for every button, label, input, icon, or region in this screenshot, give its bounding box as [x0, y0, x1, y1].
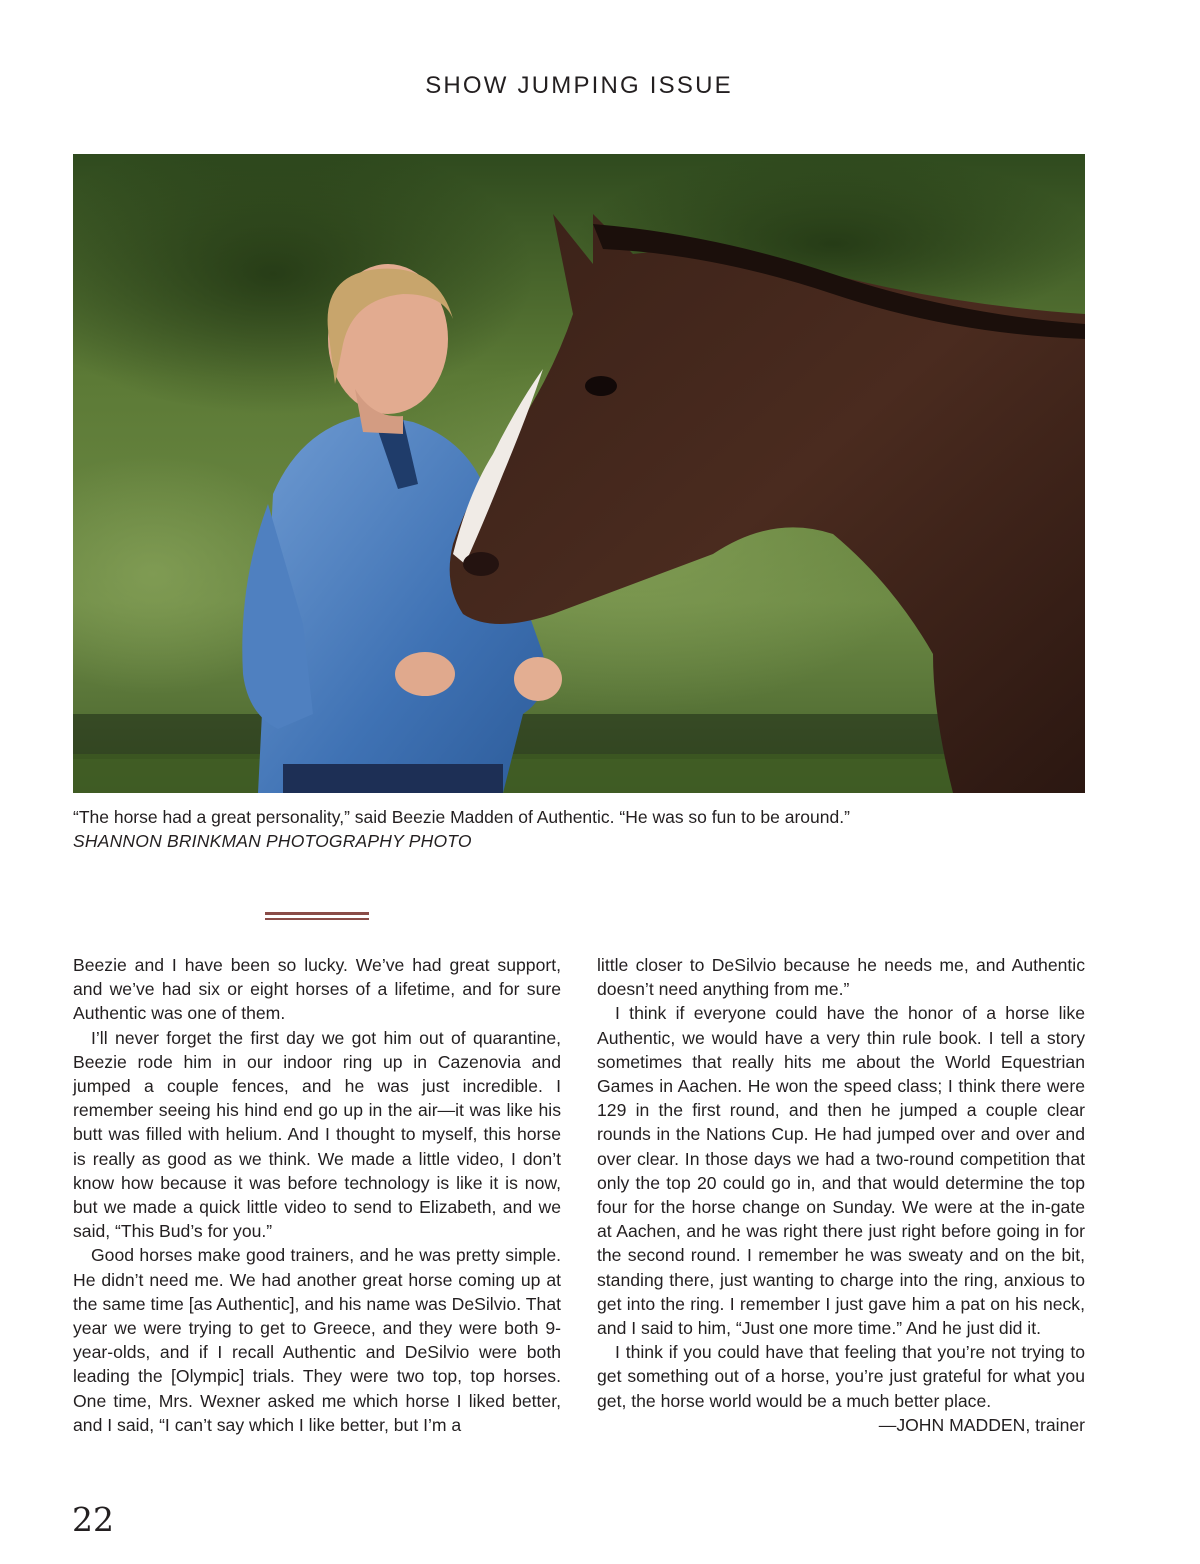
article-column-right — [597, 953, 1085, 1437]
paragraph: I think if you could have that feeling that you’re not trying to get something out of a horse, you’re just grateful for what you get, the horse world would be a much better place. — [597, 1342, 1085, 1411]
article-column-left — [73, 953, 561, 1437]
section-divider — [265, 912, 369, 920]
paragraph: I think if everyone could have the honor of a horse like Authentic, we would have a very thin rule book. I tell a story sometimes that really hits me about the World Equestrian Games in Aachen. He won the speed class; I think there were 129 in the first round, and then he jumped a couple clear rounds in the Nations Cup. He had jumped over and over and over clear. In those days we had a two-round competition that only the top 20 could go in, and that would determine the top four for the horse change on Sunday. We were at the in-gate at Aachen, and he was right there just right before going in for the second round. I remember he was sweaty and on the bit, standing there, just wanting to charge into the ring, anxious to get into the ring. I remember I just gave him a pat on his neck, and I said to him, “Just one more time.” And he just did it. — [597, 1003, 1085, 1339]
page-number: 22 — [72, 1500, 114, 1539]
photo-caption: “The horse had a great personality,” said Beezie Madden of Authentic. “He was so fun to be around.” — [73, 807, 850, 827]
author-signature: —JOHN MADDEN, trainer — [878, 1414, 1085, 1435]
photo-credit: SHANNON BRINKMAN PHOTOGRAPHY PHOTO — [73, 831, 472, 851]
photo-caption-block — [73, 805, 1085, 853]
paragraph: Good horses make good trainers, and he was pretty simple. He didn’t need me. We had another great horse coming up at the same time [as Authentic], and his name was DeSilvio. That year we were trying to get to Greece, and they were both 9-year-olds, and if I recall Authentic and DeSilvio were both leading the [Olympic] trials. They were two top, top horses. One time, Mrs. Wexner asked me which horse I liked better, and I said, “I can’t say which I like better, but I’m a — [73, 1245, 561, 1435]
article-photo — [73, 154, 1085, 793]
section-title: SHOW JUMPING ISSUE — [425, 72, 733, 99]
paragraph: I’ll never forget the first day we got him out of quarantine, Beezie rode him in our indoor ring up in Cazenovia and jumped a couple fences, and he was just incredible. I remember seeing his hind end go up in the air—it was like his butt was filled with helium. And I thought to myself, this horse is really as good as we think. We made a little video, I don’t know how because it was before technology is like it is now, but we made a quick little video to send to Elizabeth, and we said, “This Bud’s for you.” — [73, 1027, 561, 1242]
paragraph: little closer to DeSilvio because he needs me, and Authentic doesn’t need anything from me.” — [597, 955, 1085, 1000]
paragraph: Beezie and I have been so lucky. We’ve had great support, and we’ve had six or eight horses of a lifetime, and for sure Authentic was one of them. — [73, 955, 561, 1024]
